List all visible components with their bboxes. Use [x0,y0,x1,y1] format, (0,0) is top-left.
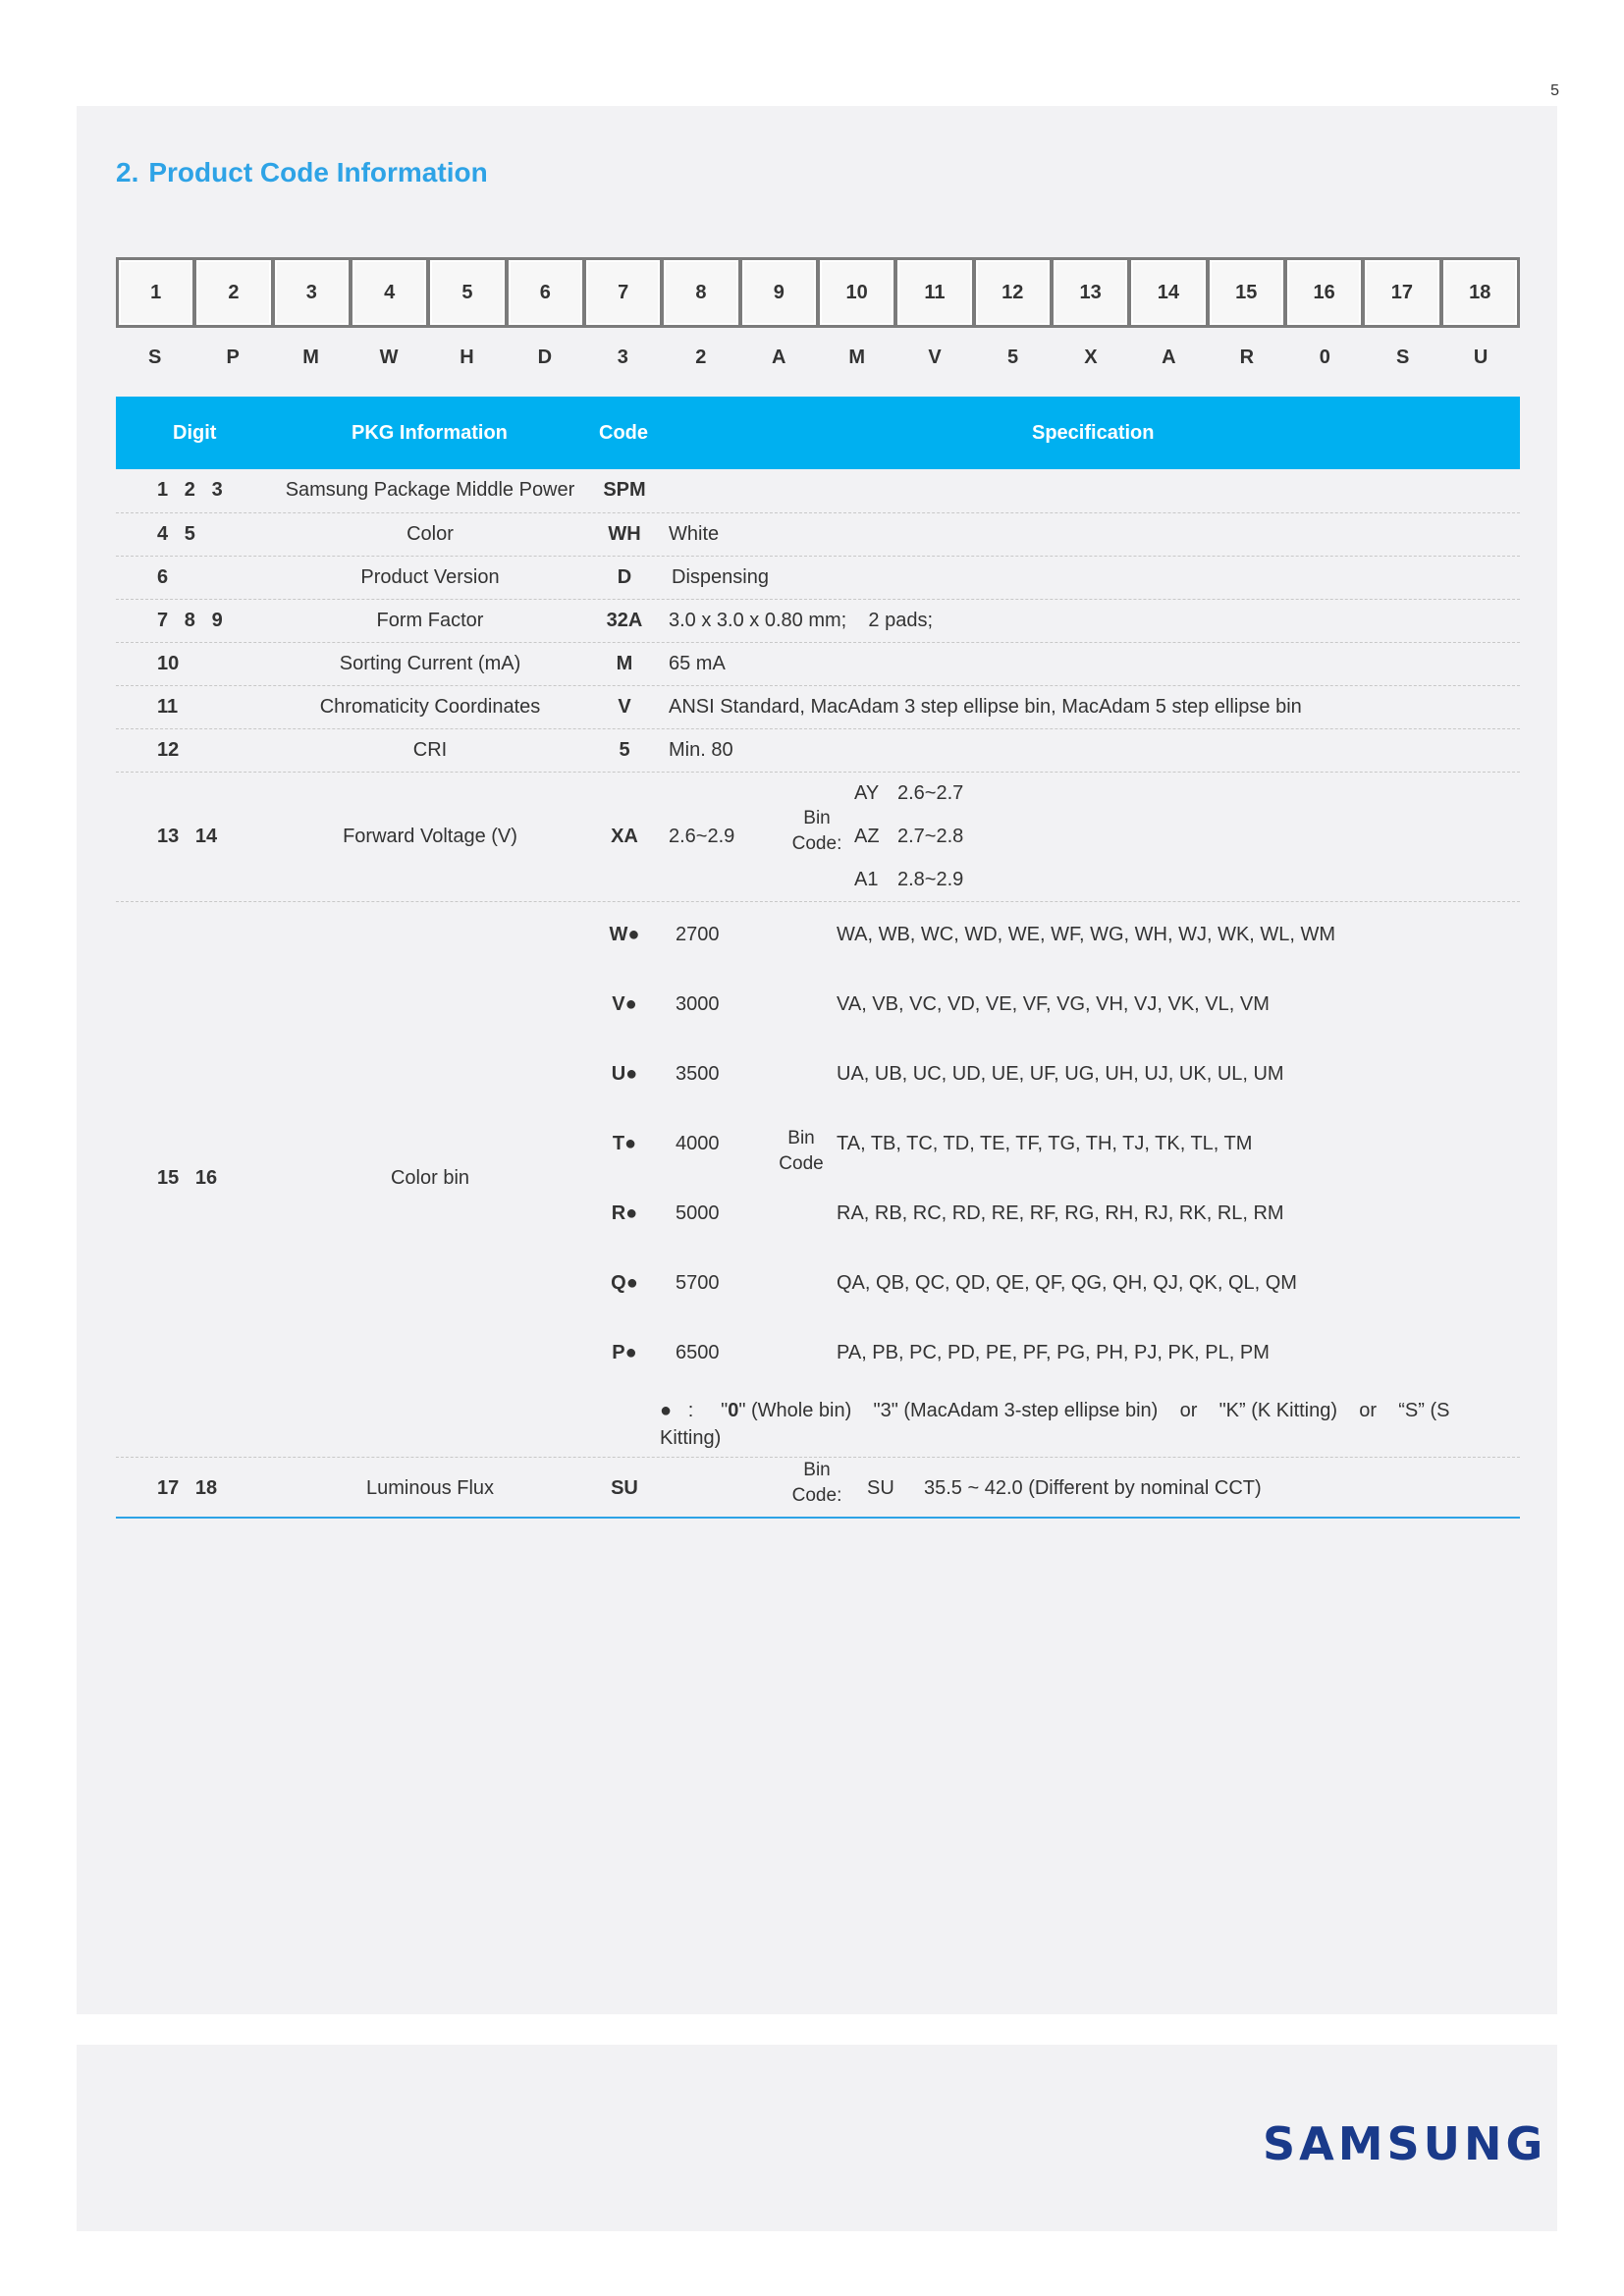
row-pkg: Chromaticity Coordinates [319,696,541,718]
row-digit: 11 [157,696,179,718]
digit-box: 12 [976,260,1054,325]
digit-position-strip [116,257,1520,328]
row-digit: 12 [157,739,180,761]
table-row [116,469,1520,513]
flux-bin-code: SU [867,1477,894,1499]
row-digit: 17 18 [157,1477,218,1499]
digit-box: 18 [1443,260,1517,325]
code-letter: 5 [1006,347,1019,368]
color-bin-cct: 2700 [676,924,720,945]
row-spec: Min. 80 [669,739,733,761]
table-row [116,557,1520,600]
bin-label: Bin [803,1460,831,1480]
row-pkg: Forward Voltage (V) [343,826,517,847]
row-code: D [617,566,632,588]
row-pkg: Color [406,523,454,545]
header-code: Code [599,422,648,444]
digit-box: 13 [1054,260,1131,325]
table-row [116,643,1520,686]
row-digit: 6 [157,566,169,588]
voltage-bin-code: A1 [854,869,879,890]
digit-box: 6 [509,260,586,325]
bin-label: Bin [787,1128,815,1148]
digit-box: 15 [1210,260,1287,325]
color-bin-list: VA, VB, VC, VD, VE, VF, VG, VH, VJ, VK, VL, VM [837,993,1270,1015]
color-bin-code: V● [612,993,637,1015]
header-pkg-information: PKG Information [352,422,508,444]
color-bin-code: P● [612,1342,637,1363]
color-bin-list: PA, PB, PC, PD, PE, PF, PG, PH, PJ, PK, PL, PM [837,1342,1270,1363]
table-row [116,729,1520,773]
bin-label: Bin [803,808,831,828]
digit-box: 5 [430,260,508,325]
code-letter: P [226,347,240,368]
row-code: SPM [603,479,646,501]
row-digit: 1 2 3 [157,479,223,501]
code-letter: M [302,347,319,368]
color-bin-cct: 5700 [676,1272,720,1294]
voltage-bin-range: 2.8~2.9 [897,869,964,890]
color-bin-list: TA, TB, TC, TD, TE, TF, TG, TH, TJ, TK, TL, TM [837,1133,1253,1154]
row-pkg: Samsung Package Middle Power [285,479,575,501]
digit-box: 2 [196,260,274,325]
table-row-forward-voltage [116,773,1520,902]
row-spec: 3.0 x 3.0 x 0.80 mm; 2 pads; [669,610,934,631]
code-letter: 2 [695,347,707,368]
digit-box: 16 [1287,260,1365,325]
color-bin-code: U● [611,1063,638,1085]
product-code-letters [116,340,1520,375]
section-number: 2. [116,157,139,187]
color-bin-code: R● [611,1202,638,1224]
table-row-luminous-flux [116,1458,1520,1519]
color-bin-cct: 4000 [676,1133,720,1154]
row-digit: 4 5 [157,523,195,545]
row-pkg: Color bin [390,1167,470,1189]
row-pkg: CRI [412,739,448,761]
row-code: WH [608,523,641,545]
color-bin-cct: 6500 [676,1342,720,1363]
row-digit: 7 8 9 [157,610,223,631]
row-pkg: Sorting Current (mA) [339,653,521,674]
color-bin-cct: 3000 [676,993,720,1015]
row-spec: ANSI Standard, MacAdam 3 step ellipse bin, MacAdam 5 step ellipse bin [669,696,1302,718]
color-bin-list: UA, UB, UC, UD, UE, UF, UG, UH, UJ, UK, UL, UM [837,1063,1284,1085]
digit-box: 14 [1131,260,1209,325]
row-code: 32A [606,610,643,631]
row-digit: 15 16 [157,1167,218,1189]
section-title [116,157,488,188]
samsung-logo: SAMSUNG [1263,2117,1547,2170]
row-spec: White [669,523,720,545]
digit-box: 3 [275,260,352,325]
color-bin-code: T● [612,1133,637,1154]
color-bin-list: QA, QB, QC, QD, QE, QF, QG, QH, QJ, QK, QL, QM [837,1272,1297,1294]
code-letter: U [1473,347,1489,368]
table-row [116,600,1520,643]
table-row [116,513,1520,557]
header-digit: Digit [173,422,217,444]
voltage-bin-range: 2.7~2.8 [897,826,964,847]
code-letter: X [1084,347,1098,368]
row-code: 5 [619,739,630,761]
color-bin-code: W● [609,924,640,945]
code-letter: W [379,347,399,368]
digit-box: 9 [742,260,820,325]
voltage-bin-code: AY [854,782,880,804]
row-pkg: Product Version [360,566,500,588]
row-code: V [618,696,631,718]
bin-label-code: Code: [791,833,842,854]
color-bin-code: Q● [611,1272,638,1294]
bin-label-code: Code [779,1153,824,1174]
code-letter: A [1162,347,1176,368]
row-code: XA [611,826,638,847]
row-code: SU [611,1477,638,1499]
note-whole-bin-code: 0 [728,1400,739,1421]
code-letter: A [771,347,786,368]
row-spec: 65 mA [669,653,726,674]
code-letter: 0 [1319,347,1330,368]
code-letter: S [148,347,162,368]
code-letter: D [537,347,553,368]
color-bin-note [660,1397,1514,1452]
voltage-bin-code: AZ [854,826,880,847]
table-row-color-bin [116,902,1520,1458]
code-letter: H [460,347,474,368]
color-bin-list: RA, RB, RC, RD, RE, RF, RG, RH, RJ, RK, RL, RM [837,1202,1284,1224]
digit-box: 1 [119,260,196,325]
code-letter: R [1239,347,1255,368]
color-bin-list: WA, WB, WC, WD, WE, WF, WG, WH, WJ, WK, WL, WM [837,924,1336,945]
code-letter: 3 [617,347,628,368]
table-row [116,686,1520,729]
digit-box: 11 [897,260,975,325]
color-bin-cct: 3500 [676,1063,720,1085]
color-bin-cct: 5000 [676,1202,720,1224]
code-letter: V [928,347,942,368]
row-pkg: Luminous Flux [365,1477,495,1499]
digit-box: 8 [664,260,741,325]
code-letter: S [1396,347,1410,368]
digit-box: 10 [820,260,897,325]
row-pkg: Form Factor [376,610,484,631]
row-digit: 10 [157,653,180,674]
flux-range: 35.5 ~ 42.0 (Different by nominal CCT) [924,1477,1262,1499]
row-code: M [616,653,633,674]
voltage-range: 2.6~2.9 [669,826,735,847]
page-number: 5 [1550,82,1559,99]
header-specification: Specification [1032,422,1155,444]
voltage-bin-range: 2.6~2.7 [897,782,964,804]
digit-box: 7 [586,260,664,325]
table-header [116,397,1520,469]
note-prefix: ● : " [660,1400,729,1421]
bin-label-code: Code: [791,1485,842,1506]
digit-box: 4 [352,260,430,325]
section-title-text: Product Code Information [148,157,488,187]
note-rest: " (Whole bin) "3" (MacAdam 3-step ellipse bin) or "K” (K Kitting) or “S” (S Kitting) [660,1400,1456,1449]
code-letter: M [848,347,865,368]
digit-box: 17 [1365,260,1442,325]
row-digit: 13 14 [157,826,218,847]
row-spec: Dispensing [672,566,769,588]
